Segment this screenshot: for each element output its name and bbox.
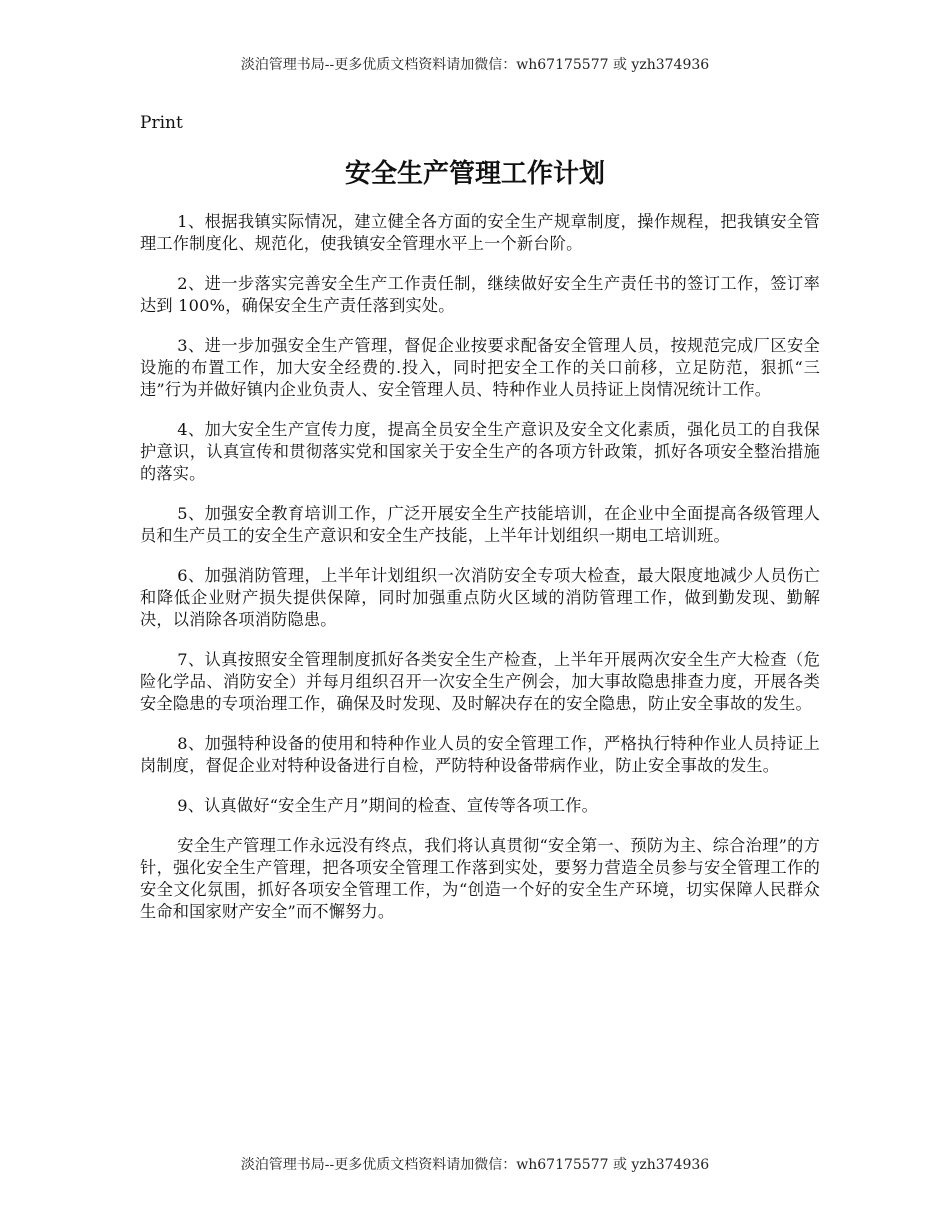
paragraph-5: 5、加强安全教育培训工作，广泛开展安全生产技能培训，在企业中全面提高各级管理人员和生产员工的安全生产意识和安全生产技能，上半年计划组织一期电工培训班。: [140, 504, 820, 545]
document-body: [140, 211, 820, 941]
page-footer: 淡泊管理书局--更多优质文档资料请加微信：wh67175577 或 yzh374936: [240, 1157, 710, 1173]
paragraph-1: 1、根据我镇实际情况，建立健全各方面的安全生产规章制度，操作规程，把我镇安全管理工作制度化、规范化，使我镇安全管理水平上一个新台阶。: [140, 212, 820, 253]
paragraph-conclusion: 安全生产管理工作永远没有终点，我们将认真贯彻“安全第一、预防为主、综合治理”的方针，强化安全生产管理，把各项安全管理工作落到实处，要努力营造全员参与安全管理工作的安全文化氛围，抓好各项安全管理工作，为“创造一个好的安全生产环境，切实保障人民群众生命和国家财产安全”而不懈努力。: [140, 836, 820, 921]
print-label: Print: [140, 113, 183, 133]
paragraph-7: 7、认真按照安全管理制度抓好各类安全生产检查，上半年开展两次安全生产大检查（危险化学品、消防安全）并每月组织召开一次安全生产例会，加大事故隐患排查力度，开展各类安全隐患的专项治理工作，确保及时发现、及时解决存在的安全隐患，防止安全事故的发生。: [140, 650, 820, 713]
paragraph-9: 9、认真做好“安全生产月”期间的检查、宣传等各项工作。: [177, 796, 598, 815]
paragraph-6: 6、加强消防管理，上半年计划组织一次消防安全专项大检查，最大限度地减少人员伤亡和降低企业财产损失提供保障，同时加强重点防火区域的消防管理工作，做到勤发现、勤解决，以消除各项消防隐患。: [140, 566, 820, 629]
paragraph-3: 3、进一步加强安全生产管理，督促企业按要求配备安全管理人员，按规范完成厂区安全设施的布置工作，加大安全经费的.投入，同时把安全工作的关口前移，立足防范，狠抓“三违”行为并做好镇内企业负责人、安全管理人员、特种作业人员持证上岗情况统计工作。: [140, 336, 820, 399]
paragraph-2: 2、进一步落实完善安全生产工作责任制，继续做好安全生产责任书的签订工作，签订率达到 100%，确保安全生产责任落到实处。: [140, 274, 820, 315]
page-header: 淡泊管理书局--更多优质文档资料请加微信：wh67175577 或 yzh374936: [240, 57, 710, 73]
paragraph-8: 8、加强特种设备的使用和特种作业人员的安全管理工作，严格执行特种作业人员持证上岗制度，督促企业对特种设备进行自检，严防特种设备带病作业，防止安全事故的发生。: [140, 734, 820, 775]
paragraph-4: 4、加大安全生产宣传力度，提高全员安全生产意识及安全文化素质，强化员工的自我保护意识，认真宣传和贯彻落实党和国家关于安全生产的各项方针政策，抓好各项安全整治措施的落实。: [140, 420, 820, 483]
document-title: 安全生产管理工作计划: [344, 159, 605, 189]
